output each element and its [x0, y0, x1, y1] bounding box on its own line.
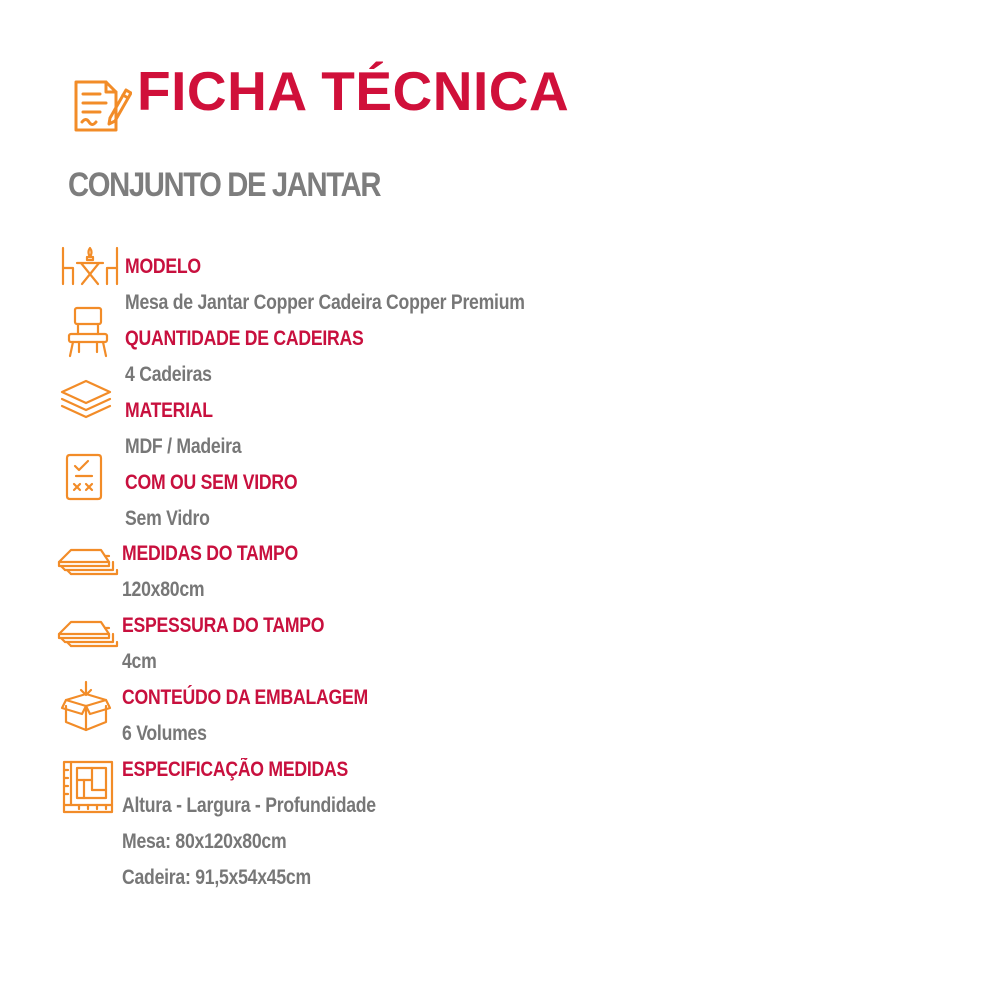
dining-table-icon	[60, 246, 120, 286]
tabletop-sheets-icon	[57, 548, 119, 584]
blueprint-measure-icon	[62, 760, 114, 814]
spec-value-especificacao-cadeira: Cadeira: 91,5x54x45cm	[122, 866, 311, 889]
tabletop-thickness-icon	[57, 620, 119, 656]
spec-value-espessura: 4cm	[122, 650, 157, 673]
spec-label-espessura: ESPESSURA DO TAMPO	[122, 614, 325, 637]
spec-label-quantidade: QUANTIDADE DE CADEIRAS	[125, 327, 364, 350]
spec-value-vidro: Sem Vidro	[125, 507, 210, 530]
spec-label-vidro: COM OU SEM VIDRO	[125, 471, 298, 494]
document-pen-icon	[70, 72, 132, 134]
chair-icon	[66, 306, 110, 358]
checklist-icon	[64, 452, 104, 502]
spec-label-embalagem: CONTEÚDO DA EMBALAGEM	[122, 686, 368, 709]
layers-icon	[60, 379, 112, 421]
spec-label-especificacao: ESPECIFICAÇÃO MEDIDAS	[122, 758, 349, 781]
spec-value-material: MDF / Madeira	[125, 435, 242, 458]
spec-value-modelo: Mesa de Jantar Copper Cadeira Copper Premium	[125, 291, 525, 314]
spec-value-especificacao-mesa: Mesa: 80x120x80cm	[122, 830, 287, 853]
spec-label-modelo: MODELO	[125, 255, 201, 278]
page-title: FICHA TÉCNICA	[137, 60, 570, 122]
spec-value-quantidade: 4 Cadeiras	[125, 363, 212, 386]
spec-label-material: MATERIAL	[125, 399, 213, 422]
spec-value-especificacao-header: Altura - Largura - Profundidade	[122, 794, 376, 817]
spec-label-medidas-tampo: MEDIDAS DO TAMPO	[122, 542, 298, 565]
spec-value-medidas-tampo: 120x80cm	[122, 578, 205, 601]
page-subtitle: CONJUNTO DE JANTAR	[68, 166, 381, 204]
spec-value-embalagem: 6 Volumes	[122, 722, 207, 745]
package-box-icon	[60, 680, 112, 732]
